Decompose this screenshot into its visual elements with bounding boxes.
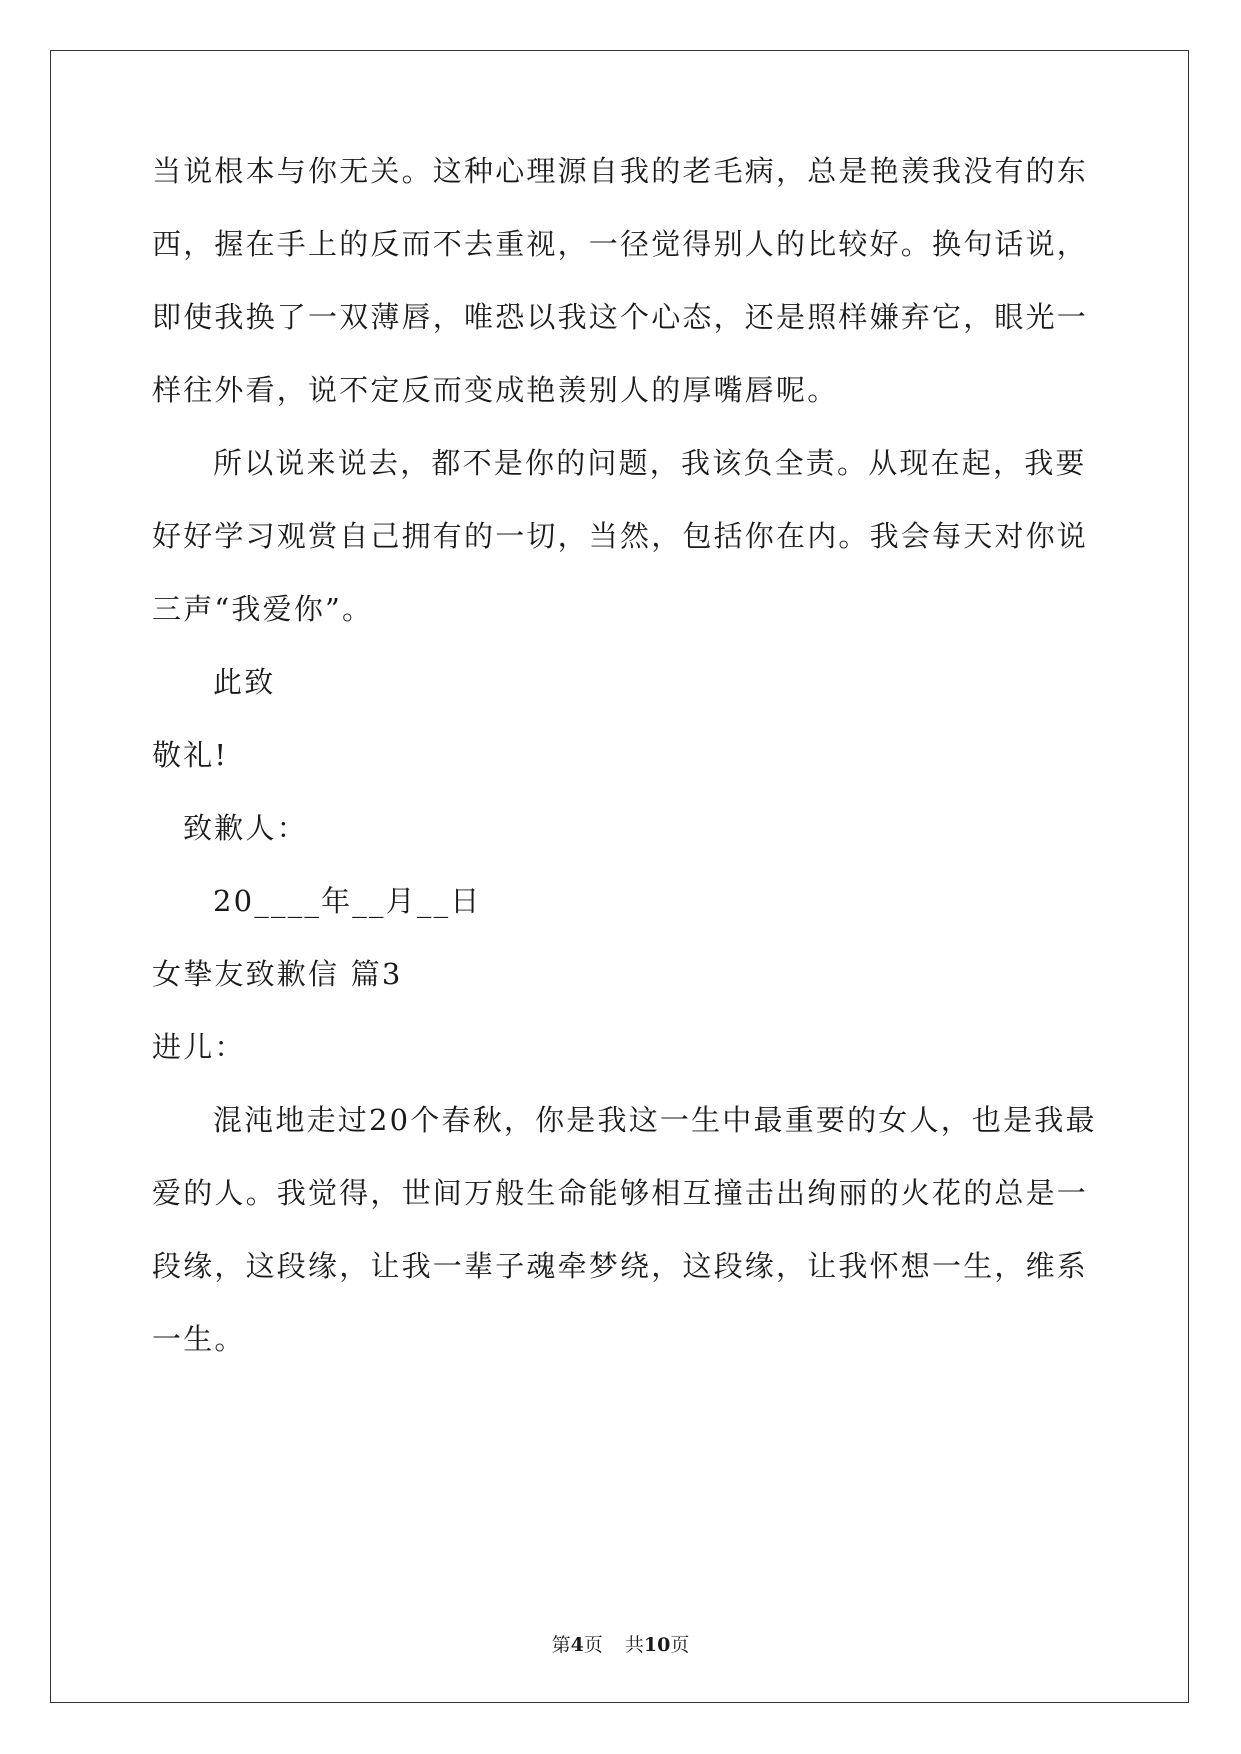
section-title: 女挚友致歉信 篇3 bbox=[152, 957, 403, 991]
page-suffix: 页 bbox=[583, 1634, 603, 1656]
body-line-1: 当说根本与你无关。这种心理源自我的老毛病，总是艳羡我没有的东 bbox=[152, 154, 1089, 188]
date-line: 20____年__月__日 bbox=[213, 884, 482, 918]
body-line-9: 爱的人。我觉得，世间万般生命能够相互撞击出绚丽的火花的总是一 bbox=[152, 1176, 1089, 1210]
total-pages: 10 bbox=[643, 1634, 671, 1656]
signature-label: 致歉人： bbox=[183, 811, 308, 845]
body-line-2: 西，握在手上的反而不去重视，一径觉得别人的比较好。换句话说， bbox=[152, 227, 1089, 261]
body-line-7: 三声“我爱你”。 bbox=[152, 592, 374, 626]
body-line-5: 所以说来说去，都不是你的问题，我该负全责。从现在起，我要 bbox=[213, 446, 1087, 480]
total-suffix: 页 bbox=[670, 1634, 690, 1656]
body-line-6: 好好学习观赏自己拥有的一切，当然，包括你在内。我会每天对你说 bbox=[152, 519, 1089, 553]
page-prefix: 第 bbox=[551, 1634, 571, 1656]
closing-regards: 敬礼! bbox=[152, 738, 229, 772]
closing-salutation: 此致 bbox=[213, 665, 276, 699]
total-prefix: 共 bbox=[624, 1634, 644, 1656]
recipient-greeting: 进儿： bbox=[152, 1030, 246, 1064]
body-line-3: 即使我换了一双薄唇，唯恐以我这个心态，还是照样嫌弃它，眼光一 bbox=[152, 300, 1089, 334]
page-number: 4 bbox=[570, 1634, 584, 1656]
page-footer bbox=[0, 1632, 1241, 1658]
body-line-11: 一生。 bbox=[152, 1322, 246, 1356]
body-line-4: 样往外看，说不定反而变成艳羡别人的厚嘴唇呢。 bbox=[152, 373, 839, 407]
body-line-8: 混沌地走过20个春秋，你是我这一生中最重要的女人，也是我最 bbox=[213, 1103, 1097, 1137]
body-line-10: 段缘，这段缘，让我一辈子魂牵梦绕，这段缘，让我怀想一生，维系 bbox=[152, 1249, 1089, 1283]
